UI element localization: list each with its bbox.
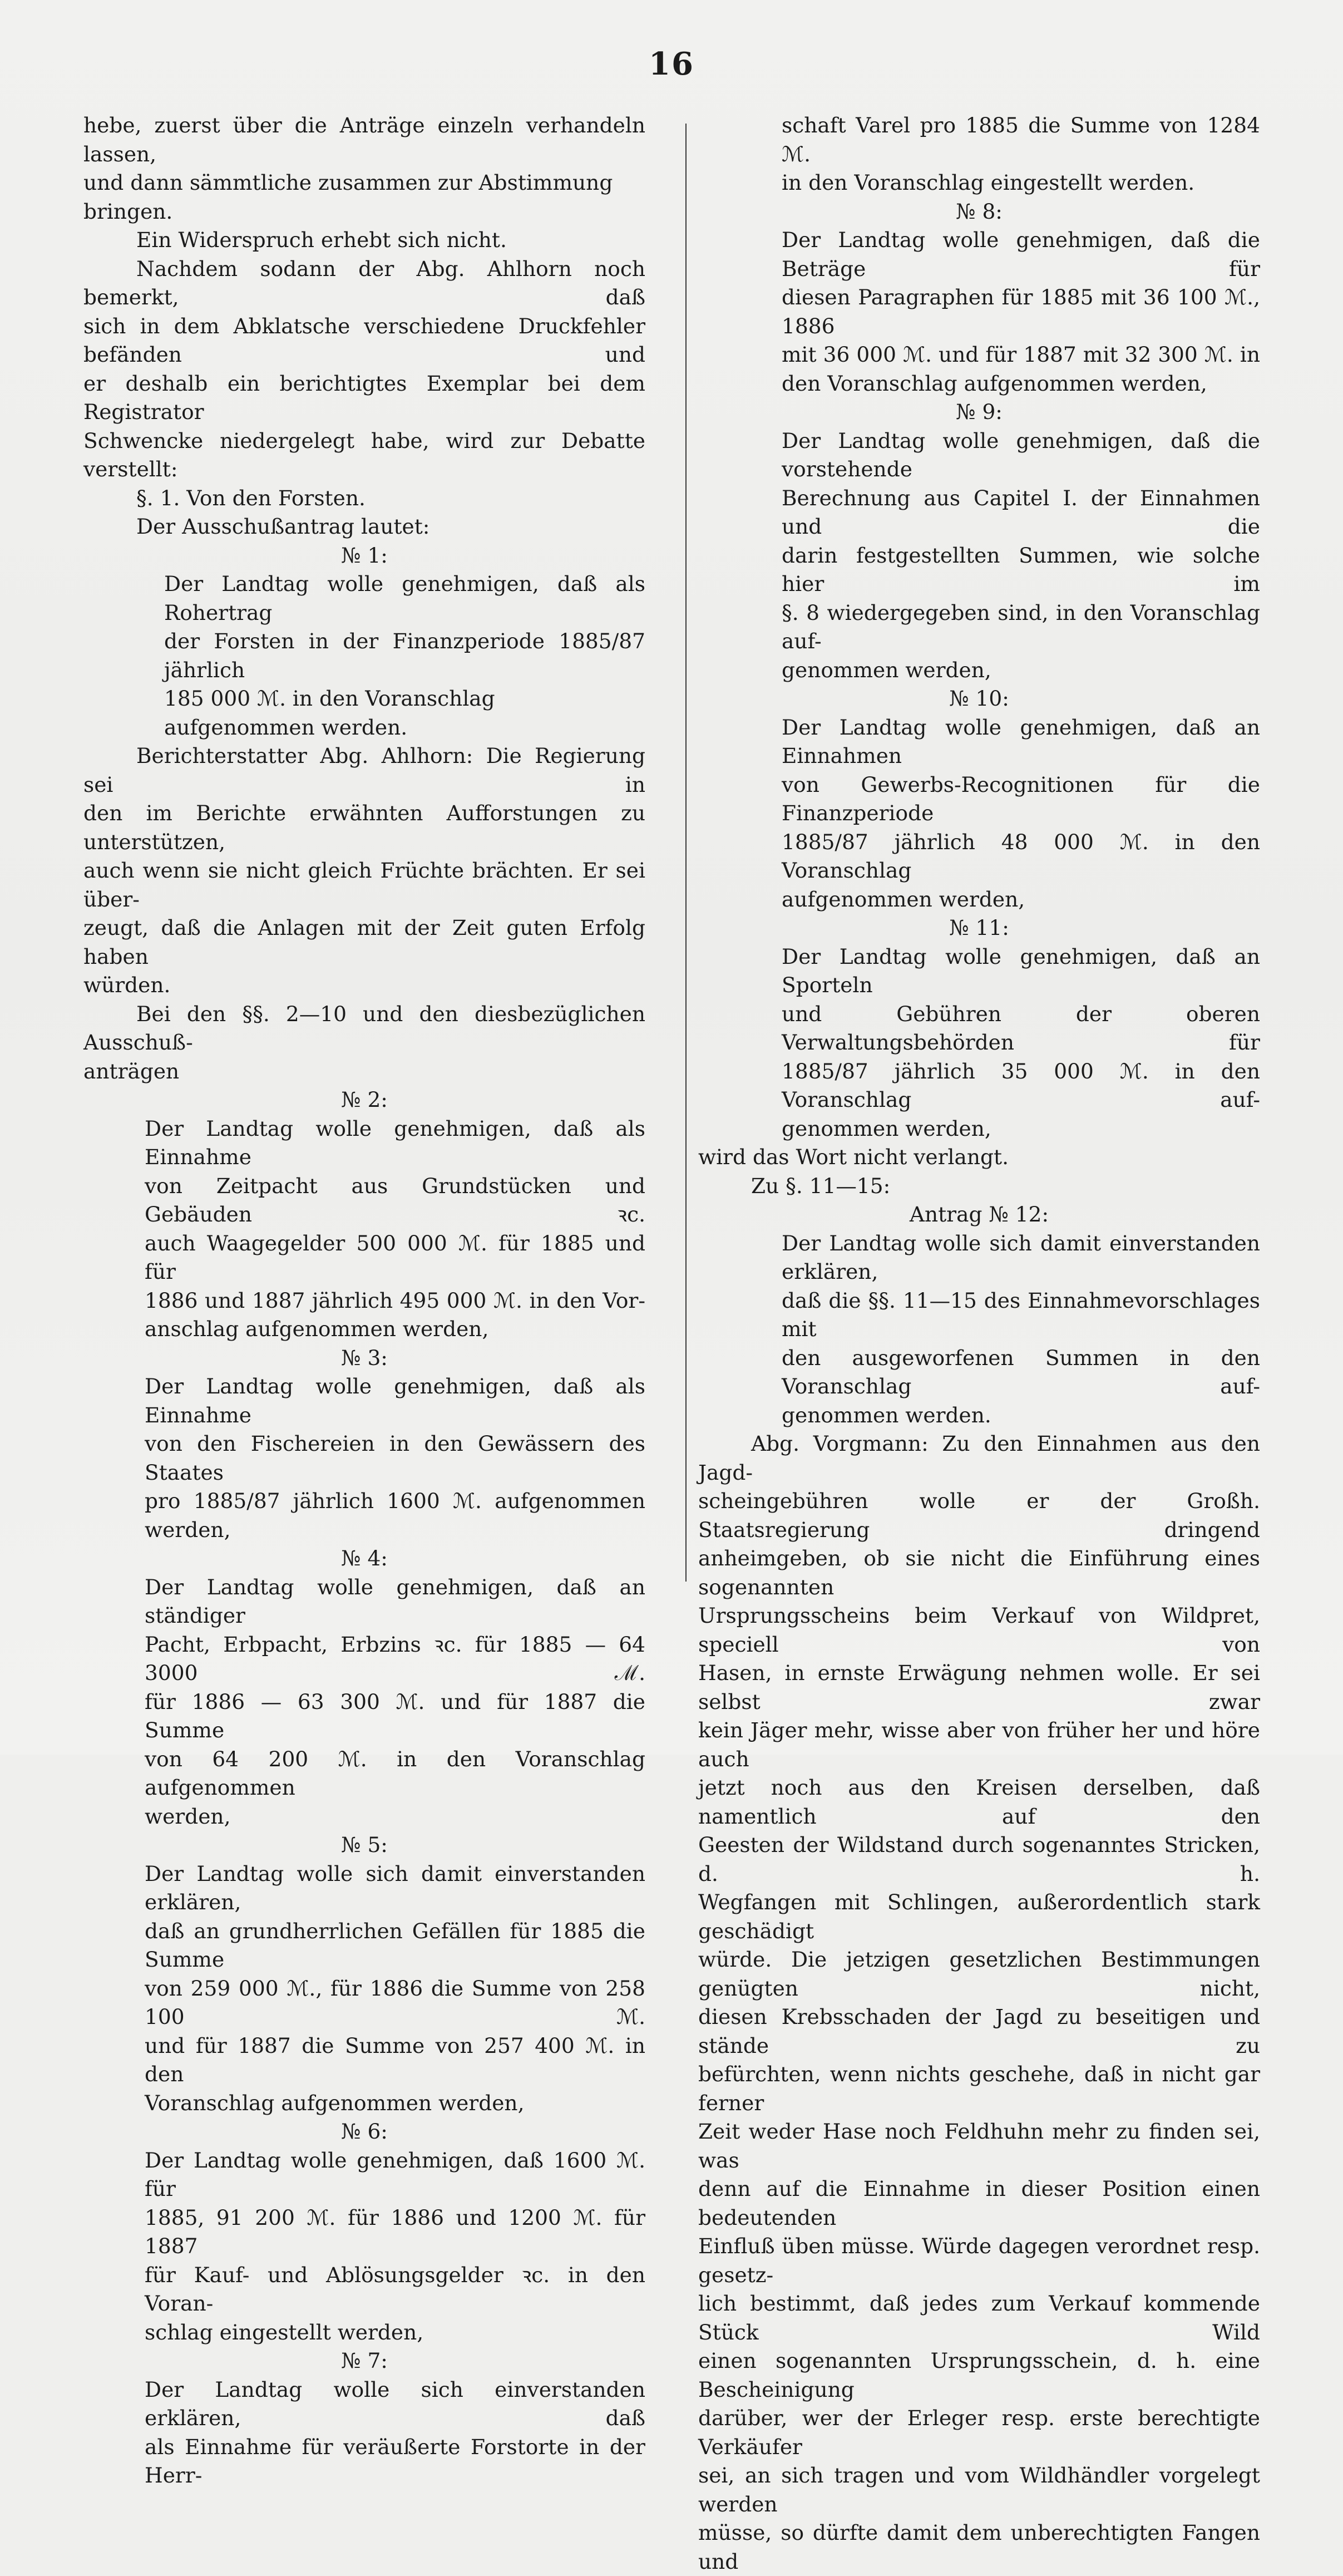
text-line: denn auf die Einnahme in dieser Position einen bedeutenden xyxy=(698,2176,1260,2230)
text-line: §. 1. Von den Forsten. xyxy=(136,485,366,510)
text-line: Der Landtag wolle genehmigen, daß die Beträge für xyxy=(782,228,1260,281)
text-line: Geesten der Wildstand durch sogenanntes Stricken, d. h. xyxy=(698,1833,1260,1886)
text-line: 1886 und 1887 jährlich 495 000 ℳ. in den Vor- xyxy=(145,1288,645,1313)
left-column xyxy=(83,111,645,2490)
text-line: anschlag aufgenommen werden, xyxy=(145,1317,489,1341)
text-line: den Voranschlag aufgenommen werden, xyxy=(782,371,1207,396)
text-line: Wegfangen mit Schlingen, außerordentlich stark geschädigt xyxy=(698,1890,1260,1943)
text-line: Schwencke niedergelegt habe, wird zur Debatte verstellt: xyxy=(83,428,645,481)
text-line: auch wenn sie nicht gleich Früchte brächten. Er sei über- xyxy=(83,858,645,912)
text-line: sei, an sich tragen und vom Wildhändler vorgelegt werden xyxy=(698,2463,1260,2516)
page-number: 16 xyxy=(649,46,694,82)
text-line: Der Ausschußantrag lautet: xyxy=(136,514,430,539)
text-line: kein Jäger mehr, wisse aber von früher her und höre auch xyxy=(698,1718,1260,1771)
text-line: Der Landtag wolle genehmigen, daß als Einnahme xyxy=(145,1116,645,1169)
text-line: anheimgeben, ob sie nicht die Einführung eines sogenannten xyxy=(698,1546,1260,1599)
text-line: schaft Varel pro 1885 die Summe von 1284 ℳ. xyxy=(782,113,1260,166)
text-line: würde. Die jetzigen gesetzlichen Bestimmungen genügten nicht, xyxy=(698,1947,1260,2001)
text-line: den ausgeworfenen Summen in den Voranschlag auf- xyxy=(782,1345,1260,1398)
text-line: Der Landtag wolle sich einverstanden erklären, daß xyxy=(145,2377,645,2430)
text-line: pro 1885/87 jährlich 1600 ℳ. aufgenommen werden, xyxy=(145,1489,645,1542)
text-line: jetzt noch aus den Kreisen derselben, daß namentlich auf den xyxy=(698,1775,1260,1829)
text-line: für Kauf- und Ablösungsgelder ꝛc. in den Voran- xyxy=(145,2262,645,2316)
right-column xyxy=(698,111,1260,2576)
text-line: mit 36 000 ℳ. und für 1887 mit 32 300 ℳ. in xyxy=(782,342,1260,367)
text-line: er deshalb ein berichtigtes Exemplar bei dem Registrator xyxy=(83,371,645,424)
text-line: Der Landtag wolle genehmigen, daß die vorstehende xyxy=(782,428,1260,481)
text-line: einen sogenannten Ursprungsschein, d. h. eine Bescheinigung xyxy=(698,2348,1260,2402)
proposal-heading: № 6: xyxy=(341,2119,388,2144)
text-line: Der Landtag wolle genehmigen, daß als Einnahme xyxy=(145,1374,645,1427)
text-line: Der Landtag wolle sich damit einverstanden erklären, xyxy=(782,1230,1260,1284)
text-line: Berichterstatter Abg. Ahlhorn: Die Regierung sei in xyxy=(83,743,645,797)
proposal-heading: № 8: xyxy=(956,199,1003,224)
text-line: in den Voranschlag eingestellt werden. xyxy=(782,170,1195,195)
text-line: Zeit weder Hase noch Feldhuhn mehr zu finden sei, was xyxy=(698,2119,1260,2173)
text-line: Bei den §§. 2—10 und den diesbezüglichen Ausschuß- xyxy=(83,1001,645,1055)
text-line: daß an grundherrlichen Gefällen für 1885 die Summe xyxy=(145,1918,645,1972)
text-line: Der Landtag wolle genehmigen, daß 1600 ℳ. für xyxy=(145,2148,645,2201)
text-line: Einfluß üben müsse. Würde dagegen verordnet resp. gesetz- xyxy=(698,2234,1260,2287)
text-line: scheingebühren wolle er der Großh. Staatsregierung dringend xyxy=(698,1489,1260,1542)
text-line: darin festgestellten Summen, wie solche hier im xyxy=(782,543,1260,596)
text-line: Der Landtag wolle genehmigen, daß an Einnahmen xyxy=(782,715,1260,768)
text-line: 1885/87 jährlich 35 000 ℳ. in den Voranschlag auf- xyxy=(782,1058,1260,1112)
text-line: 1885, 91 200 ℳ. für 1886 und 1200 ℳ. für 1887 xyxy=(145,2205,645,2258)
text-line: Der Landtag wolle genehmigen, daß an ständiger xyxy=(145,1574,645,1628)
text-line: Abg. Vorgmann: Zu den Einnahmen aus den Jagd- xyxy=(698,1431,1260,1485)
text-line: aufgenommen werden, xyxy=(782,886,1025,912)
text-line: Voranschlag aufgenommen werden, xyxy=(145,2090,525,2115)
proposal-heading: № 2: xyxy=(341,1087,388,1112)
text-line: Zu §. 11—15: xyxy=(751,1173,891,1198)
text-line: Der Landtag wolle sich damit einverstanden erklären, xyxy=(145,1861,645,1914)
proposal-heading: № 4: xyxy=(341,1546,388,1570)
text-line: sich in dem Abklatsche verschiedene Druckfehler befänden und xyxy=(83,313,645,367)
proposal-heading: Antrag № 12: xyxy=(909,1202,1049,1227)
proposal-heading: № 10: xyxy=(949,686,1009,711)
text-line: genommen werden, xyxy=(782,657,991,682)
text-line: würden. xyxy=(83,973,171,997)
text-line: und dann sämmtliche zusammen zur Abstimmung bringen. xyxy=(83,170,613,224)
text-line: von den Fischereien in den Gewässern des Staates xyxy=(145,1431,645,1485)
text-line: müsse, so dürfte damit dem unberechtigten Fangen und xyxy=(698,2520,1260,2574)
text-line: darüber, wer der Erleger resp. erste berechtigte Verkäufer xyxy=(698,2406,1260,2459)
text-line: für 1886 — 63 300 ℳ. und für 1887 die Summe xyxy=(145,1689,645,1742)
text-line: der Forsten in der Finanzperiode 1885/87 jährlich xyxy=(164,629,645,682)
text-line: Nachdem sodann der Abg. Ahlhorn noch bemerkt, daß xyxy=(83,256,645,309)
text-line: und Gebühren der oberen Verwaltungsbehörden für xyxy=(782,1001,1260,1055)
text-line: diesen Paragraphen für 1885 mit 36 100 ℳ., 1886 xyxy=(782,285,1260,338)
text-line: von 259 000 ℳ., für 1886 die Summe von 258 100 ℳ. xyxy=(145,1976,645,2029)
text-line: diesen Krebsschaden der Jagd zu beseitigen und stände zu xyxy=(698,2004,1260,2058)
text-line: wird das Wort nicht verlangt. xyxy=(698,1145,1009,1169)
text-line: von 64 200 ℳ. in den Voranschlag aufgenommen xyxy=(145,1746,645,1800)
text-line: anträgen xyxy=(83,1058,180,1083)
text-line: 185 000 ℳ. in den Voranschlag aufgenommen werden. xyxy=(164,686,495,740)
text-line: und für 1887 die Summe von 257 400 ℳ. in den xyxy=(145,2033,645,2086)
text-line: auch Waagegelder 500 000 ℳ. für 1885 und für xyxy=(145,1230,645,1284)
text-line: zeugt, daß die Anlagen mit der Zeit guten Erfolg haben xyxy=(83,915,645,969)
text-line: den im Berichte erwähnten Aufforstungen zu unterstützen, xyxy=(83,801,645,854)
text-line: von Gewerbs-Recognitionen für die Finanzperiode xyxy=(782,772,1260,825)
text-line: lich bestimmt, daß jedes zum Verkauf kommende Stück Wild xyxy=(698,2291,1260,2344)
text-line: Pacht, Erbpacht, Erbzins ꝛc. für 1885 — 64 3000 ℳ. xyxy=(145,1632,645,1685)
proposal-heading: № 11: xyxy=(949,915,1009,940)
text-line: Der Landtag wolle genehmigen, daß als Rohertrag xyxy=(164,572,645,625)
text-line: von Zeitpacht aus Grundstücken und Gebäuden ꝛc. xyxy=(145,1173,645,1227)
text-line: befürchten, wenn nichts geschehe, daß in nicht gar ferner xyxy=(698,2062,1260,2115)
proposal-heading: № 5: xyxy=(341,1833,388,1857)
text-line: Der Landtag wolle genehmigen, daß an Sporteln xyxy=(782,944,1260,997)
text-line: Hasen, in ernste Erwägung nehmen wolle. Er sei selbst zwar xyxy=(698,1661,1260,1714)
text-line: werden, xyxy=(145,1804,231,1829)
proposal-heading: № 3: xyxy=(341,1345,388,1370)
text-line: Berechnung aus Capitel I. der Einnahmen und die xyxy=(782,485,1260,539)
proposal-heading: № 1: xyxy=(341,543,388,568)
text-line: als Einnahme für veräußerte Forstorte in der Herr- xyxy=(145,2434,645,2488)
proposal-heading: № 7: xyxy=(341,2348,388,2373)
text-line: Ursprungsscheins beim Verkauf von Wildpret, speciell von xyxy=(698,1603,1260,1657)
text-line: genommen werden. xyxy=(782,1402,991,1427)
text-line: 1885/87 jährlich 48 000 ℳ. in den Voranschlag xyxy=(782,829,1260,883)
text-line: daß die §§. 11—15 des Einnahmevorschlages mit xyxy=(782,1288,1260,1341)
text-line: schlag eingestellt werden, xyxy=(145,2319,424,2344)
text-line: Ein Widerspruch erhebt sich nicht. xyxy=(136,228,507,252)
proposal-heading: № 9: xyxy=(956,400,1003,424)
text-line: genommen werden, xyxy=(782,1116,991,1141)
text-line: §. 8 wiedergegeben sind, in den Voranschlag auf- xyxy=(782,600,1260,653)
text-line: hebe, zuerst über die Anträge einzeln verhandeln lassen, xyxy=(83,113,645,166)
column-divider xyxy=(685,124,687,1582)
